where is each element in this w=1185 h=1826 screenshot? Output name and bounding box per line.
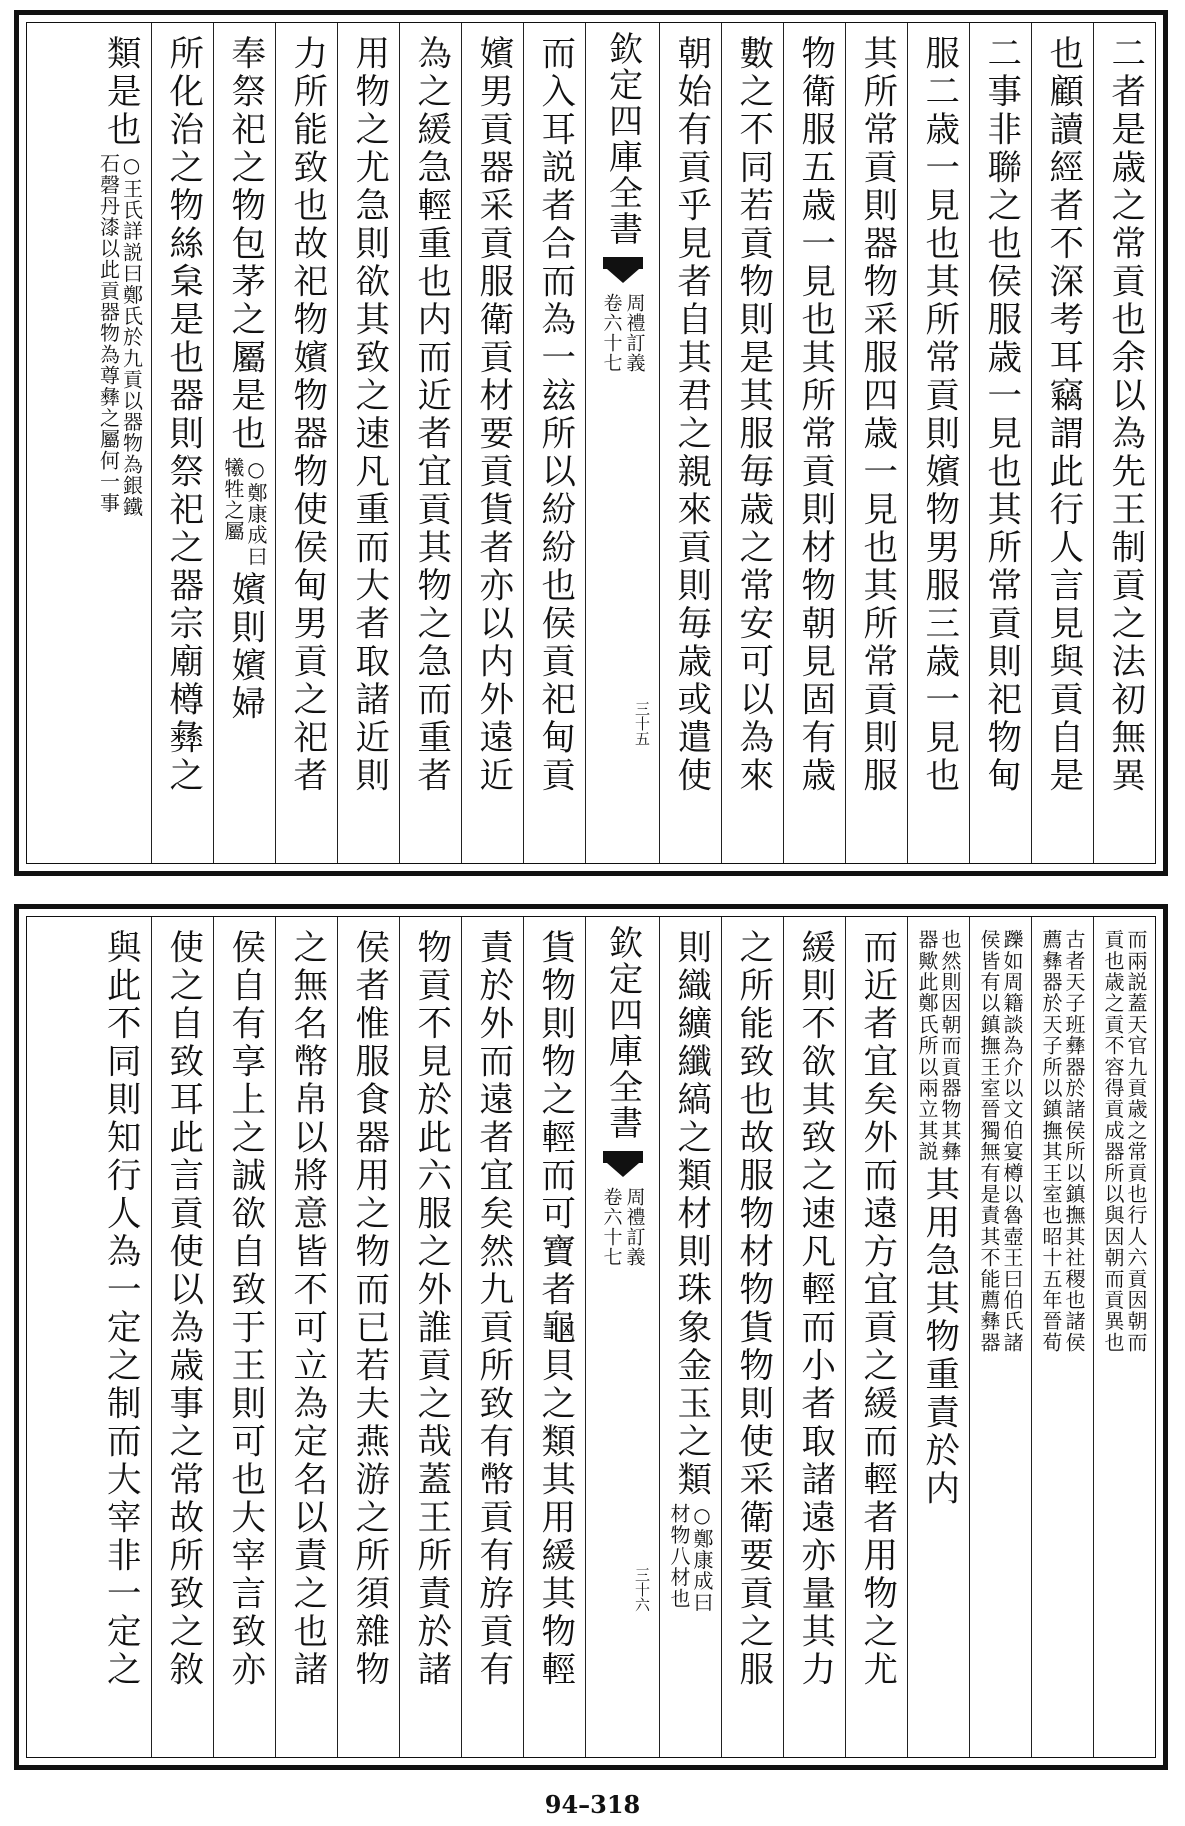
text-column: 嬪男貢器采貢服衛貢材要貢貨者亦以内外遠近 xyxy=(461,23,523,863)
text-column: 侯者惟服食器用之物而已若夫燕游之所須雜物 xyxy=(337,917,399,1757)
volume-label: 卷六十七 xyxy=(600,1187,623,1267)
text-column xyxy=(969,917,1031,1757)
text-column: 數之不同若貢物則是其服毎歳之常安可以為來 xyxy=(721,23,783,863)
text-column: 則織纊纖縞之類材則珠象金玉之類 ○鄭康成曰 材物八材也 xyxy=(659,917,721,1757)
text-column: 也然則因朝而貢器物其彝 器歟此鄭氏所以兩立其説 其用急其物重責於内 xyxy=(907,917,969,1757)
fold-column xyxy=(585,917,659,1757)
text-column: 為之緩急輕重也内而近者宜貢其物之急而重者 xyxy=(399,23,461,863)
text-column xyxy=(1031,917,1093,1757)
volume-label: 卷六十七 xyxy=(600,293,623,373)
fold-column xyxy=(585,23,659,863)
annotation: ○王氏詳説曰鄭氏於九貢以器物為銀鐵 xyxy=(119,153,144,518)
text-column: 物貢不見於此六服之外誰貢之哉蓋王所責於諸 xyxy=(399,917,461,1757)
text-column: 之無名幣帛以將意皆不可立為定名以責之也諸 xyxy=(275,917,337,1757)
annotation: 薦彝器於天子所以鎮撫其王室也昭十五年晉荀 xyxy=(1039,929,1063,1353)
text-column: 服二歳一見也其所常貢則嬪物男服三歳一見也 xyxy=(907,23,969,863)
book-subtitle: 周禮訂義 xyxy=(623,1187,646,1267)
text-column: 而近者宜矣外而遠方宜貢之緩而輕者用物之尤 xyxy=(845,917,907,1757)
text-column: 所化治之物絲枲是也器則祭祀之器宗廟樽彝之 xyxy=(151,23,213,863)
annotation: 犧牲之屬 xyxy=(221,457,245,542)
annotation: 器歟此鄭氏所以兩立其説 xyxy=(915,929,939,1163)
annotation: ○鄭康成曰 xyxy=(690,1503,714,1613)
text-column: 貨物則物之輕而可寶者龜貝之類其用緩其物輕 xyxy=(523,917,585,1757)
page-number: 三十五 xyxy=(633,701,651,746)
text-column: 二事非聯之也侯服歳一見也其所常貢則祀物甸 xyxy=(969,23,1031,863)
annotation: ○鄭康成曰 xyxy=(244,457,268,567)
text-column: 用物之尤急則欲其致之速凡重而大者取諸近則 xyxy=(337,23,399,863)
annotation: 也然則因朝而貢器物其彝 xyxy=(938,929,962,1163)
book-title: 欽定四庫全書 xyxy=(602,925,643,1141)
annotation: 古者天子班彝器於諸侯所以鎮撫其社稷也諸侯 xyxy=(1062,929,1086,1353)
page-bottom xyxy=(14,904,1168,1770)
text-column: 責於外而遠者宜矣然九貢所致有幣貢有斿貢有 xyxy=(461,917,523,1757)
text-column: 使之自致耳此言貢使以為歳事之常故所致之敘 xyxy=(151,917,213,1757)
text-column: 二者是歳之常貢也余以為先王制貢之法初無異 xyxy=(1093,23,1155,863)
fishtail-mark-icon xyxy=(603,257,643,285)
text-column: 之所能致也故服物材物貨物則使采衛要貢之服 xyxy=(721,917,783,1757)
text-column: 也顧讀經者不深考耳竊謂此行人言見與貢自是 xyxy=(1031,23,1093,863)
text-column: 物衛服五歳一見也其所常貢則材物朝見固有歳 xyxy=(783,23,845,863)
text-column: 緩則不欲其致之速凡輕而小者取諸遠亦量其力 xyxy=(783,917,845,1757)
text-column xyxy=(1093,917,1155,1757)
text-column: 而入耳説者合而為一玆所以紛紛也侯貢祀甸貢 xyxy=(523,23,585,863)
page-top xyxy=(14,10,1168,876)
footer-page-code: 94–318 xyxy=(544,1790,641,1819)
fishtail-mark-icon xyxy=(603,1151,643,1179)
annotation: 材物八材也 xyxy=(667,1503,691,1609)
annotation: 侯皆有以鎮撫王室晉獨無有是責其不能薦彝器 xyxy=(977,929,1001,1353)
annotation: 石磬丹漆以此貢器物為尊彝之屬何一事 xyxy=(96,153,121,514)
text-column: 力所能致也故祀物嬪物器物使侯甸男貢之祀者 xyxy=(275,23,337,863)
book-subtitle: 周禮訂義 xyxy=(623,293,646,373)
text-column: 侯自有享上之誠欲自致于王則可也大宰言致亦 xyxy=(213,917,275,1757)
text-column: 奉祭祀之物包茅之屬是也 ○鄭康成曰 犧牲之屬 嬪則嬪婦 xyxy=(213,23,275,863)
annotation: 躒如周籍談為介以文伯宴樽以魯壺王曰伯氏諸 xyxy=(1000,929,1024,1353)
column-set-top xyxy=(27,23,1155,863)
annotation: 貢也歳之貢不容得貢成器所以與因朝而貢異也 xyxy=(1101,929,1125,1353)
text-column: 類是也 ○王氏詳説曰鄭氏於九貢以器物為銀鐵 石磬丹漆以此貢器物為尊彝之屬何一事 xyxy=(96,35,144,518)
text-column: 與此不同則知行人為一定之制而大宰非一定之 xyxy=(100,929,141,1689)
text-column: 朝始有貢乎見者自其君之親來貢則毎歳或遣使 xyxy=(659,23,721,863)
page-number: 三十六 xyxy=(633,1567,651,1612)
annotation: 而兩説蓋天官九貢歳之常貢也行人六貢因朝而 xyxy=(1124,929,1148,1353)
column-set-bottom xyxy=(27,917,1155,1757)
text-column: 其所常貢則器物采服四歳一見也其所常貢則服 xyxy=(845,23,907,863)
book-title: 欽定四庫全書 xyxy=(602,31,643,247)
